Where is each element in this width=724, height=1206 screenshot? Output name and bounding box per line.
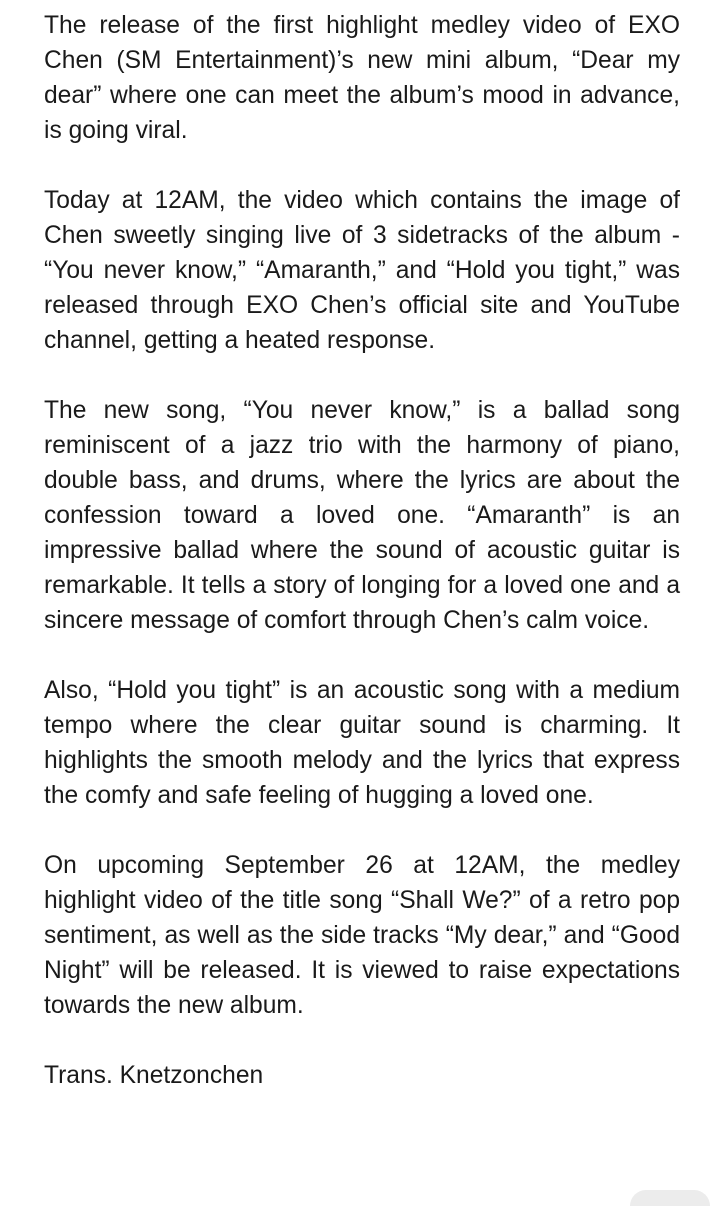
- translation-credit: Trans. Knetzonchen: [44, 1062, 264, 1089]
- paragraph-release: Today at 12AM, the video which contains the image of Chen sweetly singing live of 3 sidetracks of the album - “You never know,” “Amaranth,” and “Hold you tight,” was released through EXO Chen’s official site and YouTube channel, getting a heated response.: [44, 187, 680, 354]
- paragraph-upcoming: On upcoming September 26 at 12AM, the medley highlight video of the title song “Shall We?” of a retro pop sentiment, as well as the side tracks “My dear,” and “Good Night” will be released. It is viewed to raise expectations towards the new album.: [44, 852, 680, 1019]
- article-body: [44, 8, 680, 1093]
- corner-scroll-indicator: [630, 1190, 710, 1206]
- paragraph-hold-you-tight: Also, “Hold you tight” is an acoustic song with a medium tempo where the clear guitar sound is charming. It highlights the smooth melody and the lyrics that express the comfy and safe feeling of hugging a loved one.: [44, 677, 680, 809]
- paragraph-intro: The release of the first highlight medley video of EXO Chen (SM Entertainment)’s new mini album, “Dear my dear” where one can meet the album’s mood in advance, is going viral.: [44, 12, 680, 144]
- paragraph-you-never-know: The new song, “You never know,” is a ballad song reminiscent of a jazz trio with the harmony of piano, double bass, and drums, where the lyrics are about the confession toward a loved one. “Amaranth” is an impressive ballad where the sound of acoustic guitar is remarkable. It tells a story of longing for a loved one and a sincere message of comfort through Chen’s calm voice.: [44, 397, 680, 634]
